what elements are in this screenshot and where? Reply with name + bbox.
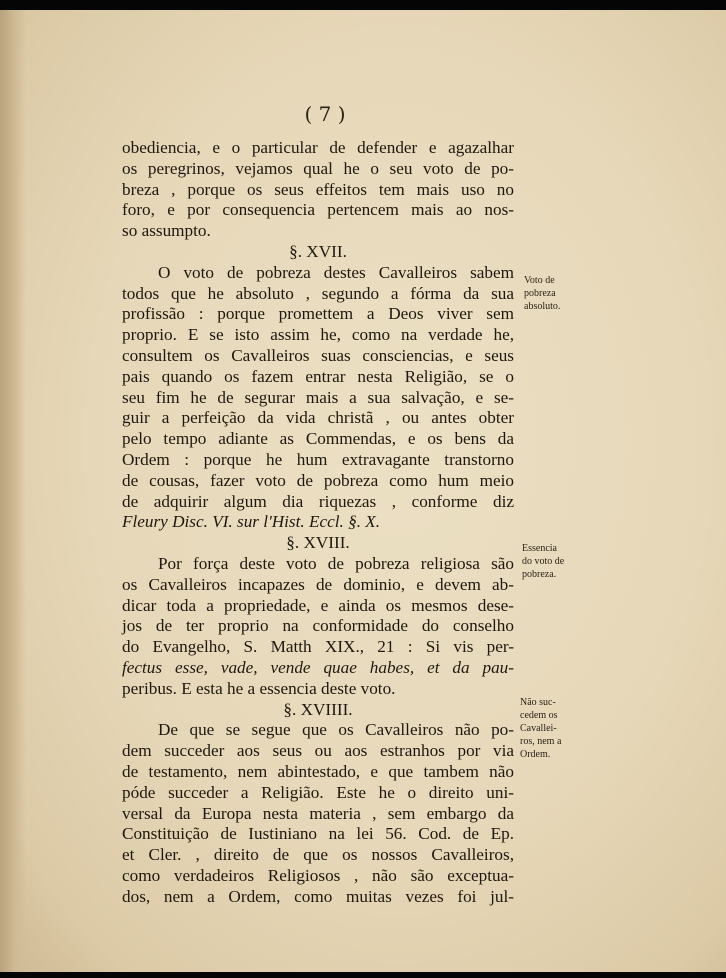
- text-line: seu fim he de segurar mais a sua salvação, e se-: [122, 387, 514, 407]
- text-line: guir a perfeição da vida christã , ou antes obter: [122, 408, 514, 428]
- margin-note-line: absoluto.: [524, 301, 561, 312]
- text-line: breza , porque os seus effeitos tem mais uso no: [122, 179, 514, 199]
- margin-note-line: Essencia: [522, 543, 557, 554]
- text-line: §. XVIII.: [286, 533, 350, 553]
- margin-note-line: Voto de: [524, 275, 555, 286]
- margin-note-voto-pobreza: [524, 274, 560, 313]
- text-line: dicar toda a propriedade, e ainda os mesmos dese-: [122, 595, 514, 615]
- text-line: póde succeder a Religião. Este he o direito uni-: [122, 782, 514, 802]
- margin-note-line: cedem os: [520, 710, 558, 721]
- text-line: obediencia, e o particular de defender e agazalhar: [122, 138, 514, 157]
- margin-note-essencia: [522, 542, 564, 581]
- text-line: profissão : porque promettem a Deos viver sem: [122, 304, 514, 324]
- margin-note-line: Ordem.: [520, 749, 551, 760]
- text-line: como verdadeiros Religiosos , não são exceptua-: [122, 865, 514, 885]
- text-line: §. XVII.: [289, 241, 347, 261]
- body-text: [122, 138, 514, 907]
- margin-note-line: Não suc-: [520, 697, 556, 708]
- text-line: proprio. E se isto assim he, como na verdade he,: [122, 325, 514, 345]
- text-line: pais quando os fazem entrar nesta Religião, se o: [122, 366, 514, 386]
- margin-note-line: Cavallei-: [520, 723, 557, 734]
- text-line: os Cavalleiros incapazes de dominio, e devem ab-: [122, 574, 514, 594]
- page-number: ( 7 ): [304, 102, 346, 126]
- text-line: jos de ter proprio na conformidade do conselho: [122, 616, 514, 636]
- text-line: Fleury Disc. VI. sur l'Hist. Eccl. §. X.: [122, 512, 381, 532]
- text-line: Ordem : porque he hum extravagante transtorno: [122, 449, 514, 469]
- text-line: todos que he absoluto , segundo a fórma da sua: [122, 283, 514, 303]
- page-spine-shadow: [0, 10, 26, 972]
- text-line: dos, nem a Ordem, como muitas vezes foi jul-: [122, 886, 514, 906]
- text-line: de cousas, fazer voto de pobreza como hum meio: [122, 470, 514, 490]
- text-line: O voto de pobreza destes Cavalleiros sabem: [158, 262, 514, 282]
- text-line: do Evangelho, S. Matth XIX., 21 : Si vis per-: [122, 637, 514, 657]
- margin-note-line: ros, nem a: [520, 736, 562, 747]
- text-line: et Cler. , direito de que os nossos Cavalleiros,: [122, 845, 514, 865]
- text-line: de testamento, nem abintestado, e que tambem não: [122, 761, 514, 781]
- text-line: pelo tempo adiante as Commendas, e os bens da: [122, 429, 514, 449]
- margin-note-line: pobreza.: [522, 569, 557, 580]
- text-line: dem succeder aos seus ou aos estranhos por via: [122, 741, 514, 761]
- text-line: de adquirir algum dia riquezas , conforme diz: [122, 491, 514, 511]
- text-line: fectus esse, vade, vende quae habes, et da pau-: [122, 657, 514, 677]
- margin-note-line: pobreza: [524, 288, 556, 299]
- text-line: so assumpto.: [122, 221, 211, 241]
- text-line: consultem os Cavalleiros suas consciencias, e seus: [122, 345, 514, 365]
- text-line: §. XVIIII.: [283, 699, 353, 719]
- text-line: foro, e por consequencia pertencem mais ao nos-: [122, 200, 514, 220]
- text-line: Constituição de Iustiniano na lei 56. Cod. de Ep.: [122, 824, 514, 844]
- margin-note-line: do voto de: [522, 556, 565, 567]
- text-line: os peregrinos, vejamos qual he o seu voto de po-: [122, 158, 514, 178]
- book-page: [0, 10, 726, 972]
- text-line: versal da Europa nesta materia , sem embargo da: [122, 803, 514, 823]
- text-line: peribus. E esta he a essencia deste voto.: [122, 678, 396, 698]
- text-line: De que se segue que os Cavalleiros não po-: [158, 720, 514, 740]
- text-line: Por força deste voto de pobreza religiosa são: [158, 553, 514, 573]
- margin-note-nao-succedem: [520, 696, 561, 761]
